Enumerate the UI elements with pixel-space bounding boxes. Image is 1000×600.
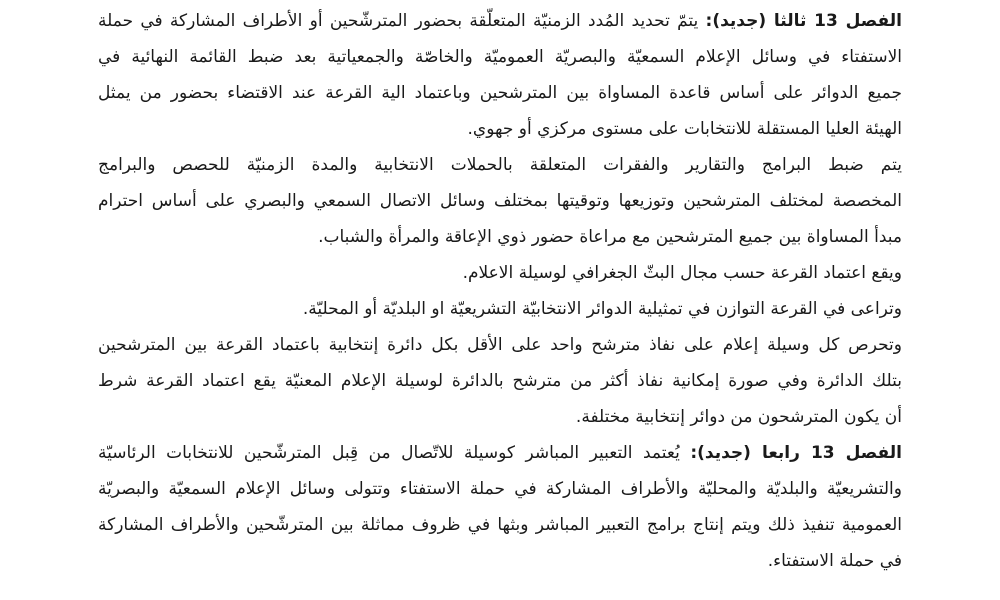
line-text: مبدأ المساواة بين جميع المترشحين مع مراعاة حضور ذوي الإعاقة والمرأة والشباب. [318,227,902,247]
line-text: جميع الدوائر على أساس قاعدة المساواة بين المترشحين وباعتماد الية القرعة عند الاقتضاء بحضور من يمثل [98,83,902,103]
article-heading-13-third: الفصل 13 ثالثا (جديد): [705,11,902,31]
text-line-3 [98,76,902,110]
text-line-10 [98,328,902,362]
text-line-6 [98,184,902,218]
line-text: بتلك الدائرة وفي صورة إمكانية نفاذ أكثر من مترشح بالدائرة لوسيلة الإعلام المعنيّة يقع اعتماد القرعة شرط [98,371,902,391]
text-line-12 [98,400,902,434]
line-text: أن يكون المترشحون من دوائر إنتخابية مختلفة. [575,407,902,427]
text-line-11 [98,364,902,398]
text-line-7 [98,220,902,254]
line-text: ويقع اعتماد القرعة حسب مجال البثّ الجغرافي لوسيلة الاعلام. [462,263,902,283]
line-text: الاستفتاء في وسائل الإعلام السمعيّة والبصريّة العموميّة والخاصّة والجمعياتية بعد ضبط القائمة النهائية في [98,47,902,67]
line-text: العمومية تنفيذ ذلك ويتم إنتاج برامج التعبير المباشر وبثها في ظروف مماثلة بين المترشّحين والأطراف المشاركة [98,515,902,535]
text-line-2 [98,40,902,74]
line-text: يتم ضبط البرامج والتقارير والفقرات المتعلقة بالحملات الانتخابية والمدة الزمنيّة للحصص والبرامج [98,155,902,175]
text-line-15 [98,508,902,542]
line-text: يتمّ تحديد المُدد الزمنيّة المتعلّقة بحضور المترشّحين أو الأطراف المشاركة في حملة [98,11,706,31]
line-text: المخصصة لمختلف المترشحين وتوزيعها وتوقيتها بمختلف وسائل الاتصال السمعي والبصري على أساس احترام [98,191,902,211]
line-text: الهيئة العليا المستقلة للانتخابات على مستوى مركزي أو جهوي. [467,119,902,139]
text-line-13 [98,436,902,470]
text-line-16 [98,544,902,578]
line-text: يُعتمد التعبير المباشر كوسيلة للاتّصال من قِبل المترشّحين للانتخابات الرئاسيّة [98,443,691,463]
text-line-8 [98,256,902,290]
text-line-1 [98,4,902,38]
article-heading-13-fourth: الفصل 13 رابعا (جديد): [690,443,902,463]
line-text: وتحرص كل وسيلة إعلام على نفاذ مترشح واحد على الأقل بكل دائرة إنتخابية باعتماد القرعة بين المترشحين [98,335,902,355]
text-line-4 [98,112,902,146]
line-text: والتشريعيّة والبلديّة والمحليّة والأطراف المشاركة في حملة الاستفتاء وتتولى وسائل الإعلام السمعيّة والبصريّة [98,479,902,499]
line-text: وتراعى في القرعة التوازن في تمثيلية الدوائر الانتخابيّة التشريعيّة او البلديّة أو المحليّة. [302,299,902,319]
line-text: في حملة الاستفتاء. [767,551,902,571]
text-line-14 [98,472,902,506]
text-line-5 [98,148,902,182]
text-line-9 [98,292,902,326]
